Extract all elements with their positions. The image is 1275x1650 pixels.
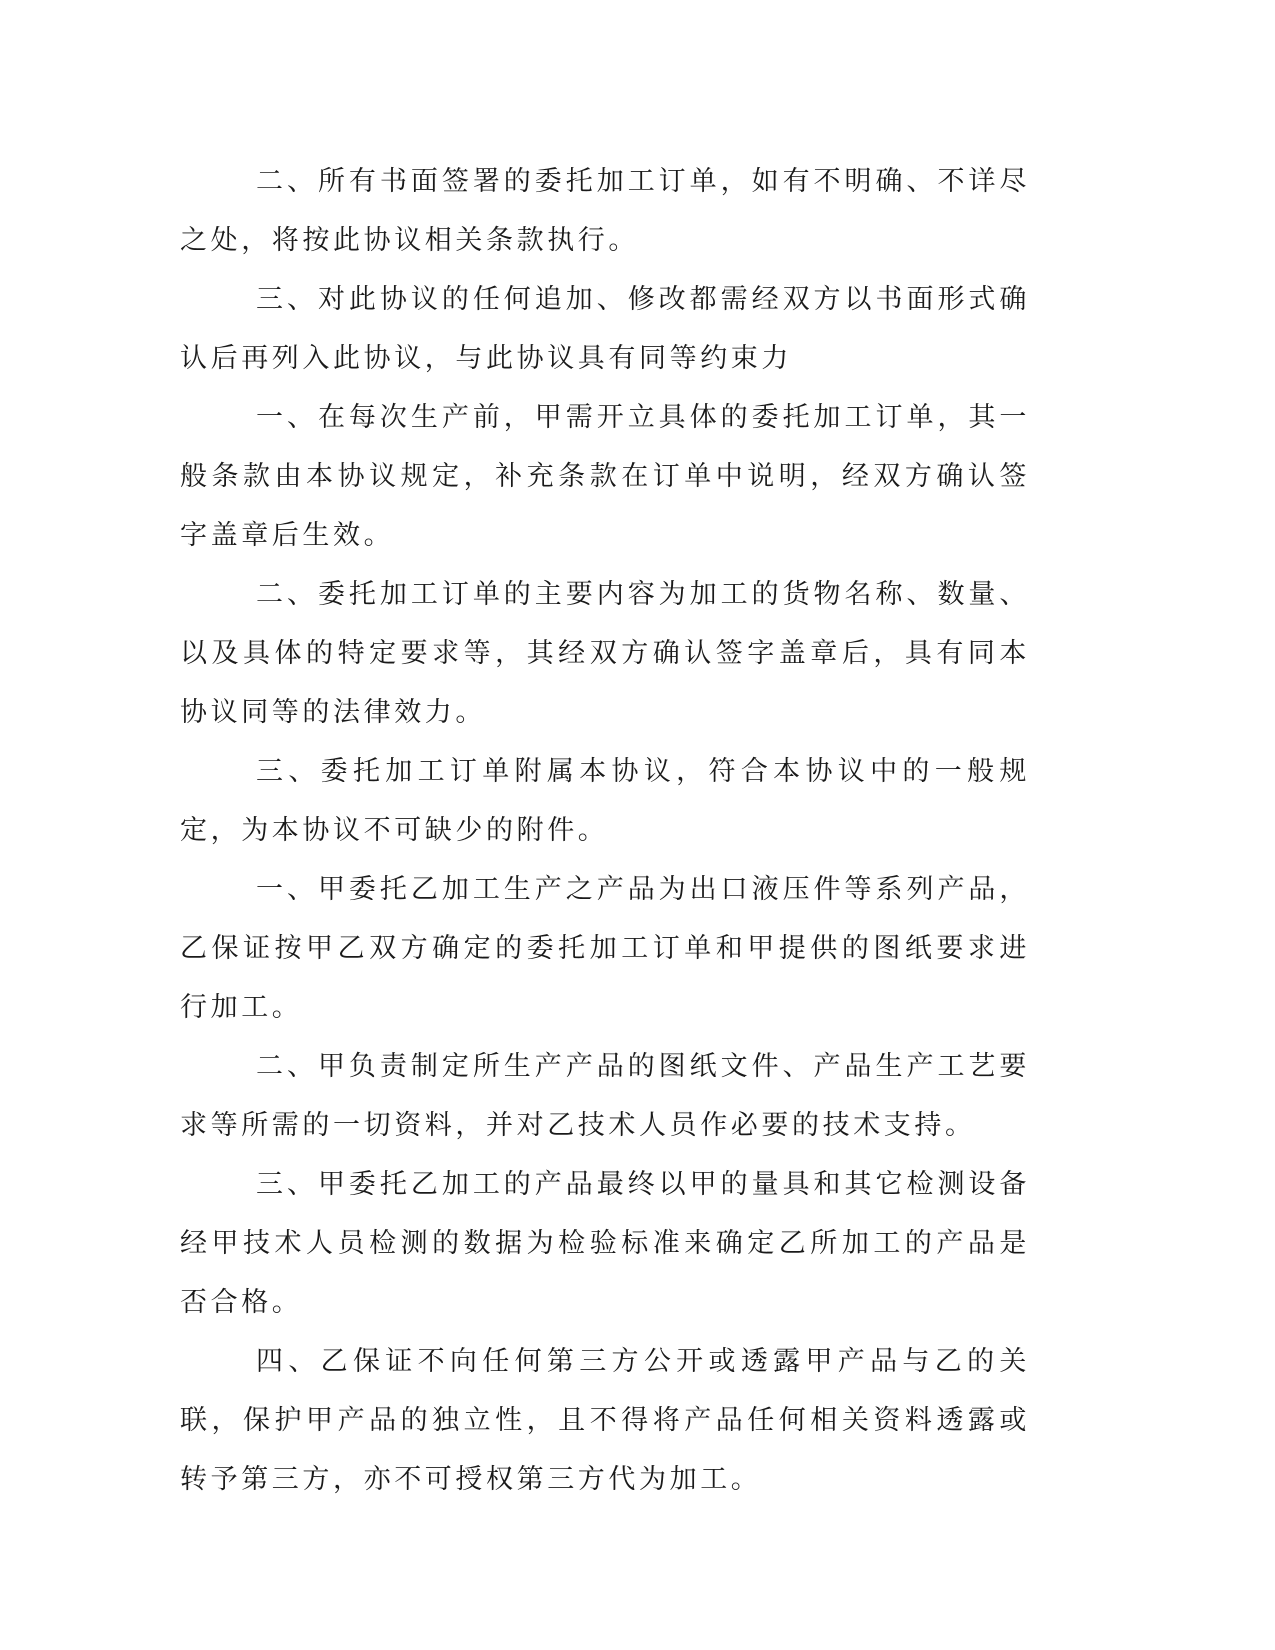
paragraph-2: 三、对此协议的任何追加、修改都需经双方以书面形式确认后再列入此协议，与此协议具有同等约束力: [180, 284, 1030, 374]
paragraph-8: 三、甲委托乙加工的产品最终以甲的量具和其它检测设备经甲技术人员检测的数据为检验标准来确定乙所加工的产品是否合格。: [180, 1169, 1030, 1318]
paragraph-9: 四、乙保证不向任何第三方公开或透露甲产品与乙的关联，保护甲产品的独立性，且不得将产品任何相关资料透露或转予第三方，亦不可授权第三方代为加工。: [180, 1346, 1030, 1495]
paragraph-1: 二、所有书面签署的委托加工订单，如有不明确、不详尽之处，将按此协议相关条款执行。: [180, 166, 1030, 256]
paragraph-6: 一、甲委托乙加工生产之产品为出口液压件等系列产品，乙保证按甲乙双方确定的委托加工订单和甲提供的图纸要求进行加工。: [180, 874, 1030, 1023]
paragraph-3: 一、在每次生产前，甲需开立具体的委托加工订单，其一般条款由本协议规定，补充条款在订单中说明，经双方确认签字盖章后生效。: [180, 402, 1030, 551]
paragraph-4: 二、委托加工订单的主要内容为加工的货物名称、数量、以及具体的特定要求等，其经双方确认签字盖章后，具有同本协议同等的法律效力。: [180, 579, 1030, 728]
paragraph-5: 三、委托加工订单附属本协议，符合本协议中的一般规定，为本协议不可缺少的附件。: [180, 756, 1030, 846]
document-body: [180, 152, 1030, 1509]
paragraph-7: 二、甲负责制定所生产产品的图纸文件、产品生产工艺要求等所需的一切资料，并对乙技术人员作必要的技术支持。: [180, 1051, 1030, 1141]
